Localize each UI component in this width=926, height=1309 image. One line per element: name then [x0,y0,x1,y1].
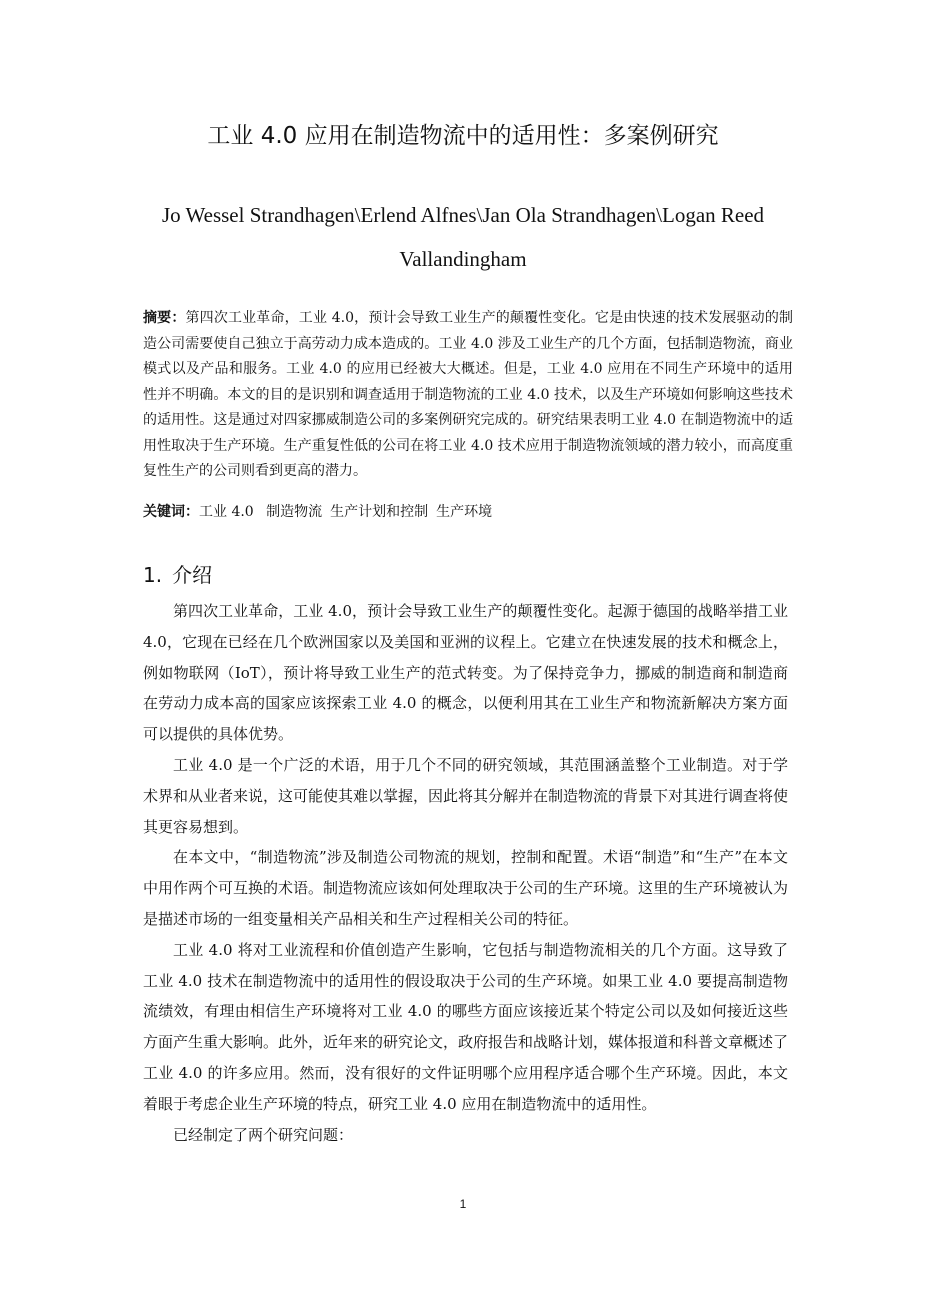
section-number: 1. [143,563,163,587]
abstract-text: 第四次工业革命，工业 4.0，预计会导致工业生产的颠覆性变化。它是由快速的技术发展驱动的制造公司需要使自己独立于高劳动力成本造成的。工业 4.0 涉及工业生产的几个方面，包括制造物流，商业模式以及产品和服务。工业 4.0 的应用已经被大大概述。但是，工业 4.0 应用在不同生产环境中的适用性并不明确。本文的目的是识别和调查适用于制造物流的工业 4.0 技术，以及生产环境如何影响这些技术的适用性。这是通过对四家挪威制造公司的多案例研究完成的。研究结果表明工业 4.0 在制造物流中的适用性取决于生产环境。生产重复性低的公司在将工业 4.0 技术应用于制造物流领域的潜力较小，而高度重复性生产的公司则看到更高的潜力。 [143,310,794,479]
abstract [143,306,793,485]
body-text [143,596,788,1150]
paragraph: 第四次工业革命，工业 4.0，预计会导致工业生产的颠覆性变化。起源于德国的战略举措工业 4.0，它现在已经在几个欧洲国家以及美国和亚洲的议程上。它建立在快速发展的技术和概念上，例如物联网（IoT），预计将导致工业生产的范式转变。为了保持竞争力，挪威的制造商和制造商在劳动力成本高的国家应该探索工业 4.0 的概念，以便利用其在工业生产和物流新解决方案方面可以提供的具体优势。 [143,602,788,744]
keywords [143,500,793,525]
section-title: 介绍 [172,563,213,587]
keywords-label: 关键词： [143,504,199,520]
paragraph: 已经制定了两个研究问题： [173,1125,354,1144]
paragraph: 工业 4.0 是一个广泛的术语，用于几个不同的研究领域，其范围涵盖整个工业制造。对于学术界和从业者来说，这可能使其难以掌握，因此将其分解并在制造物流的背景下对其进行调查将使其更容易想到。 [143,755,789,836]
keyword: 制造物流 [266,504,323,520]
paragraph: 工业 4.0 将对工业流程和价值创造产生影响，它包括与制造物流相关的几个方面。这导致了工业 4.0 技术在制造物流中的适用性的假设取决于公司的生产环境。如果工业 4.0 要提高制造物流绩效，有理由相信生产环境将对工业 4.0 的哪些方面应该接近某个特定公司以及如何接近这些方面产生重大影响。此外，近年来的研究论文，政府报告和战略计划，媒体报道和科普文章概述了工业 4.0 的许多应用。然而，没有很好的文件证明哪个应用程序适合哪个生产环境。因此，本文着眼于考虑企业生产环境的特点，研究工业 4.0 应用在制造物流中的适用性。 [143,940,789,1113]
section-heading [143,560,212,590]
page-number: 1 [459,1197,467,1211]
abstract-label: 摘要： [143,310,186,326]
paragraph: 在本文中，“制造物流”涉及制造公司物流的规划，控制和配置。术语“制造”和“生产”在本文中用作两个可互换的术语。制造物流应该如何处理取决于公司的生产环境。这里的生产环境被认为是描述市场的一组变量相关产品相关和生产过程相关公司的特征。 [143,848,789,928]
keyword: 生产环境 [436,504,493,520]
keyword: 工业 4.0 [199,504,254,520]
keyword: 生产计划和控制 [330,504,429,520]
paper-title: 工业 4.0 应用在制造物流中的适用性：多案例研究 [207,123,719,149]
paper-authors: Jo Wessel Strandhagen\Erlend Alfnes\Jan Ola Strandhagen\Logan Reed Vallandingham [161,203,765,271]
